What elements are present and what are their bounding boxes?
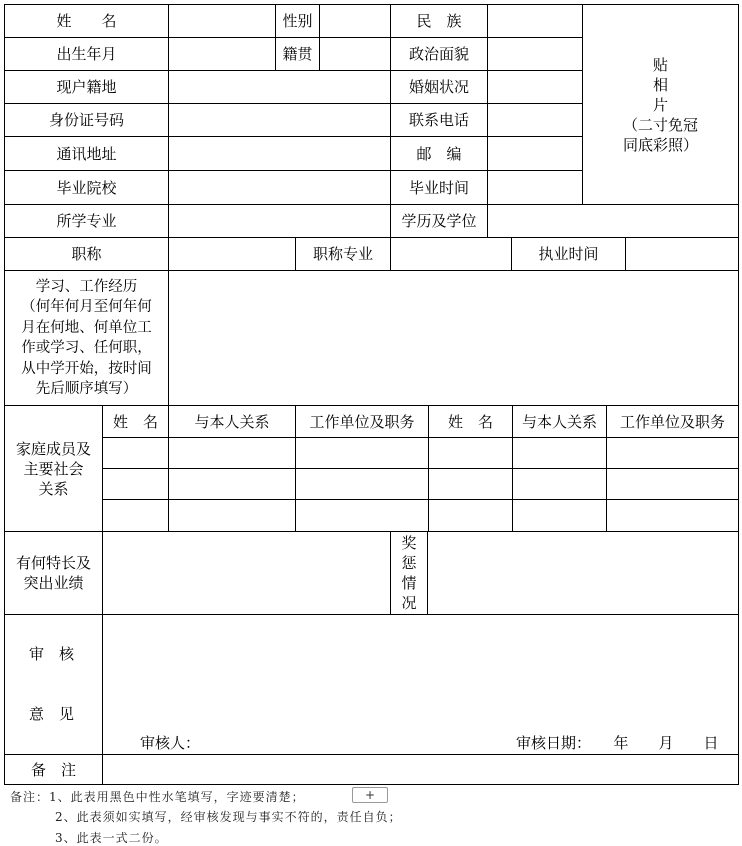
family-cell[interactable] — [606, 437, 739, 469]
family-cell[interactable] — [428, 468, 513, 500]
family-label-line-2: 主要社会 — [23, 459, 84, 478]
experience-line-3: 月在何地、何单位工 — [21, 319, 152, 336]
family-cell[interactable] — [102, 437, 169, 469]
marital-field[interactable] — [487, 70, 583, 104]
specialty-field[interactable] — [102, 531, 391, 615]
id-field[interactable] — [168, 103, 391, 137]
photo-instruction-1: 贴 — [652, 55, 668, 74]
review-label-bottom: 意 见 — [29, 705, 75, 723]
note-line-3: 3、此表一式二份。 — [55, 831, 168, 845]
address-field[interactable] — [168, 136, 391, 171]
experience-line-2: （何年何月至何年何 — [21, 299, 152, 315]
postcode-field[interactable] — [487, 136, 583, 171]
family-header-work-1: 工作单位及职务 — [295, 405, 429, 438]
native-field[interactable] — [319, 37, 391, 71]
marital-label: 婚姻状况 — [390, 70, 488, 104]
family-cell[interactable] — [512, 499, 607, 532]
specialty-label-line-2: 突出业绩 — [23, 574, 84, 592]
review-date-label: 审核日期： 年 月 日 — [516, 734, 719, 752]
family-cell[interactable] — [512, 437, 607, 469]
title-major-field[interactable] — [390, 237, 512, 271]
grad-time-field[interactable] — [487, 170, 583, 205]
review-label-top: 审 核 — [29, 645, 75, 663]
review-label — [4, 614, 103, 755]
award-label-char-4: 况 — [401, 594, 417, 612]
family-cell[interactable] — [295, 437, 429, 469]
family-cell[interactable] — [168, 437, 296, 469]
gender-field[interactable] — [319, 4, 391, 38]
family-header-relation-2: 与本人关系 — [512, 405, 607, 438]
award-field[interactable] — [427, 531, 739, 615]
family-cell[interactable] — [102, 499, 169, 532]
family-cell[interactable] — [168, 499, 296, 532]
family-header-name-2: 姓 名 — [428, 405, 513, 438]
photo-instruction-4: （二寸免冠 — [622, 115, 698, 134]
family-cell[interactable] — [295, 468, 429, 500]
note-line-2: 2、此表须如实填写，经审核发现与事实不符的，责任自负； — [55, 810, 402, 824]
degree-label: 学历及学位 — [390, 204, 488, 238]
political-field[interactable] — [487, 37, 583, 71]
note-line-1: 备注：1、此表用黑色中性水笔填写，字迹要清楚； — [10, 790, 305, 804]
experience-line-4: 作或学习、任何职， — [21, 340, 152, 356]
phone-field[interactable] — [487, 103, 583, 137]
name-field[interactable] — [168, 4, 276, 38]
title-major-label: 职称专业 — [295, 237, 391, 271]
award-label-char-2: 惩 — [401, 554, 417, 572]
experience-line-1: 学习、工作经历 — [35, 278, 138, 295]
residence-label: 现户籍地 — [4, 70, 169, 104]
native-label: 籍贯 — [275, 37, 320, 71]
major-field[interactable] — [168, 204, 391, 238]
experience-line-6: 先后顺序填写） — [35, 381, 138, 397]
specialty-label — [4, 531, 103, 615]
family-label-line-1: 家庭成员及 — [15, 439, 91, 458]
gender-label: 性别 — [275, 4, 320, 38]
award-label-char-1: 奖 — [401, 534, 417, 552]
family-label-line-3: 关系 — [38, 479, 69, 498]
photo-instruction-3: 片 — [652, 95, 668, 114]
family-cell[interactable] — [512, 468, 607, 500]
photo-instruction-2: 相 — [652, 75, 668, 94]
experience-line-5: 从中学开始，按时间 — [21, 360, 152, 377]
family-cell[interactable] — [606, 499, 739, 532]
family-header-name-1: 姓 名 — [102, 405, 169, 438]
reviewer-label: 审核人： — [140, 734, 201, 752]
title-label: 职称 — [4, 237, 169, 271]
birth-field[interactable] — [168, 37, 276, 71]
major-label: 所学专业 — [4, 204, 169, 238]
remarks-field[interactable] — [102, 754, 739, 785]
award-label — [390, 531, 428, 615]
school-field[interactable] — [168, 170, 391, 205]
award-label-char-3: 情 — [401, 574, 417, 592]
phone-label: 联系电话 — [390, 103, 488, 137]
experience-field[interactable] — [168, 270, 739, 406]
family-header-relation-1: 与本人关系 — [168, 405, 296, 438]
family-cell[interactable] — [295, 499, 429, 532]
add-row-button[interactable]: + — [352, 787, 388, 803]
photo-area[interactable] — [582, 4, 739, 205]
practice-time-field[interactable] — [625, 237, 739, 271]
postcode-label: 邮 编 — [390, 136, 488, 171]
family-cell[interactable] — [428, 499, 513, 532]
residence-field[interactable] — [168, 70, 391, 104]
ethnicity-field[interactable] — [487, 4, 583, 38]
title-field[interactable] — [168, 237, 296, 271]
address-label: 通讯地址 — [4, 136, 169, 171]
birth-label: 出生年月 — [4, 37, 169, 71]
id-label: 身份证号码 — [4, 103, 169, 137]
specialty-label-line-1: 有何特长及 — [15, 554, 91, 572]
experience-label — [4, 270, 169, 406]
practice-time-label: 执业时间 — [511, 237, 626, 271]
ethnicity-label: 民 族 — [390, 4, 488, 38]
name-label: 姓 名 — [4, 4, 169, 38]
school-label: 毕业院校 — [4, 170, 169, 205]
family-cell[interactable] — [428, 437, 513, 469]
family-cell[interactable] — [102, 468, 169, 500]
family-label — [4, 405, 103, 532]
family-cell[interactable] — [606, 468, 739, 500]
political-label: 政治面貌 — [390, 37, 488, 71]
grad-time-label: 毕业时间 — [390, 170, 488, 205]
family-header-work-2: 工作单位及职务 — [606, 405, 739, 438]
remarks-label: 备 注 — [4, 754, 103, 785]
family-cell[interactable] — [168, 468, 296, 500]
degree-field[interactable] — [487, 204, 739, 238]
photo-instruction-5: 同底彩照） — [622, 135, 698, 154]
